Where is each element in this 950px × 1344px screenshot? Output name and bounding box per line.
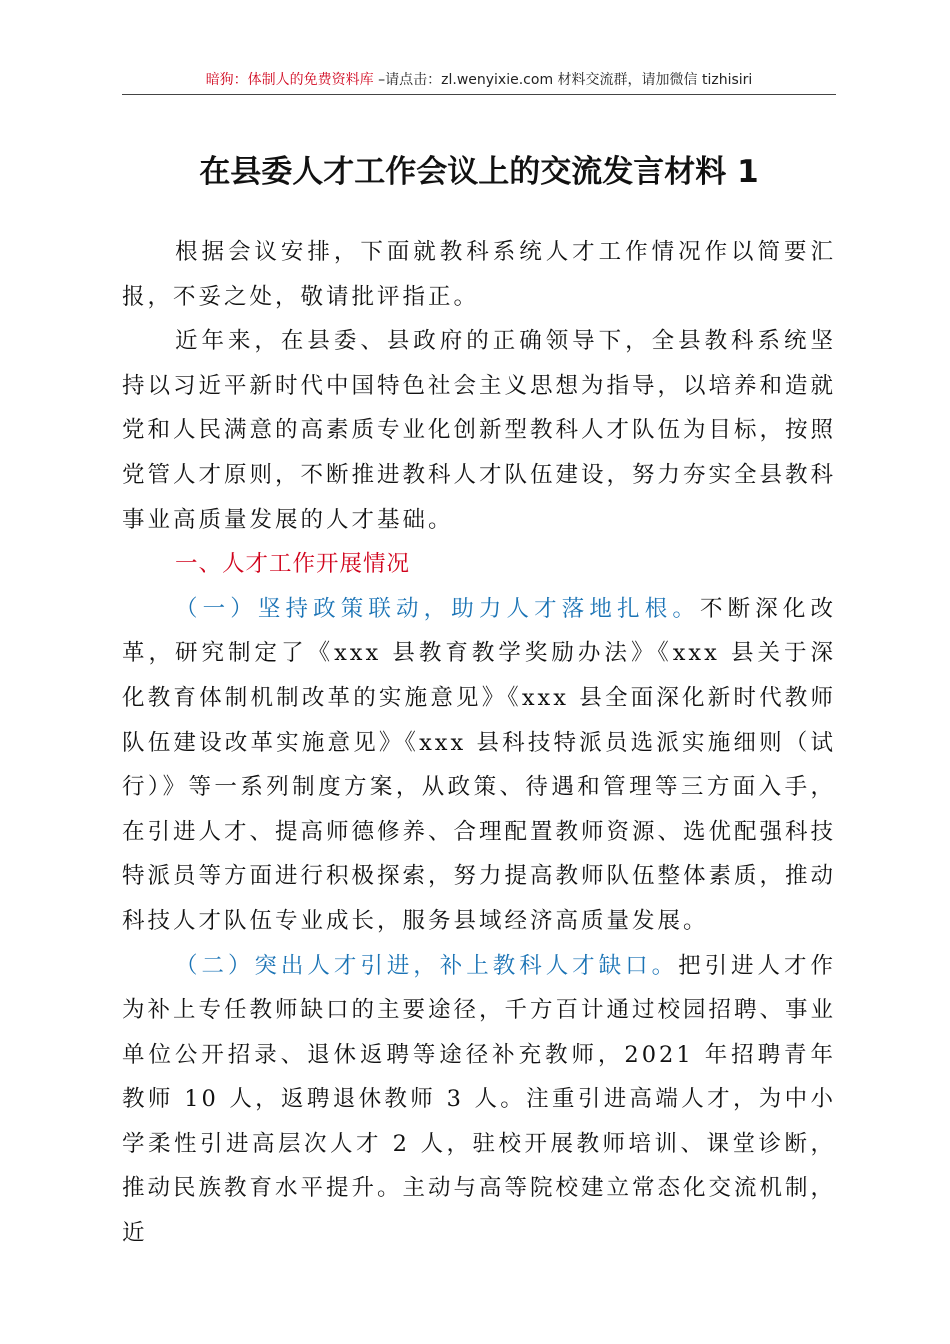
header-site-name: 暗狗：体制人的免费资料库: [205, 72, 374, 88]
page-header: [122, 70, 836, 94]
section-heading-1: 一、人才工作开展情况: [175, 551, 411, 578]
subsection-2: [122, 944, 836, 1256]
background-paragraph: 近年来，在县委、县政府的正确领导下，全县教科系统坚持以习近平新时代中国特色社会主义思想为指导，以培养和造就党和人民满意的高素质专业化创新型教科人才队伍为目标，按照党管人才原则，不断推进教科人才队伍建设，努力夯实全县教科事业高质量发展的人才基础。: [122, 328, 837, 533]
document-title: 在县委人才工作会议上的交流发言材料 1: [199, 154, 759, 190]
subsection-1-body: 不断深化改革，研究制定了《xxx 县教育教学奖励办法》《xxx 县关于深化教育体制机制改革的实施意见》《xxx 县全面深化新时代教师队伍建设改革实施意见》《xxx 县科技特派员选派实施细则（试行）》等一系列制度方案，从政策、待遇和管理等三方面入手，在引进人才、提高师德修养、合理配置教师资源、选优配强科技特派员等方面进行积极探索，努力提高教师队伍整体素质，推动科技人才队伍专业成长，服务县域经济高质量发展。: [122, 595, 837, 934]
subsection-1-title: （一）坚持政策联动，助力人才落地扎根。: [175, 595, 700, 622]
header-divider: [122, 94, 836, 95]
header-link-text[interactable]: –请点击：zl.wenyixie.com 材料交流群，请加微信 tizhisiri: [373, 72, 753, 88]
document-body: [122, 230, 836, 1256]
intro-paragraph: 根据会议安排，下面就教科系统人才工作情况作以简要汇报，不妥之处，敬请批评指正。: [122, 239, 836, 310]
subsection-2-body: 把引进人才作为补上专任教师缺口的主要途径，千方百计通过校园招聘、事业单位公开招录、退休返聘等途径补充教师，2021 年招聘青年教师 10 人，返聘退休教师 3 人。注重引进高端人才，为中小学柔性引进高层次人才 2 人，驻校开展教师培训、课堂诊断，推动民族教育水平提升。主动与高等院校建立常态化交流机制，近: [122, 952, 837, 1247]
subsection-2-title: （二）突出人才引进，补上教科人才缺口。: [175, 952, 679, 979]
subsection-1: [122, 587, 836, 944]
